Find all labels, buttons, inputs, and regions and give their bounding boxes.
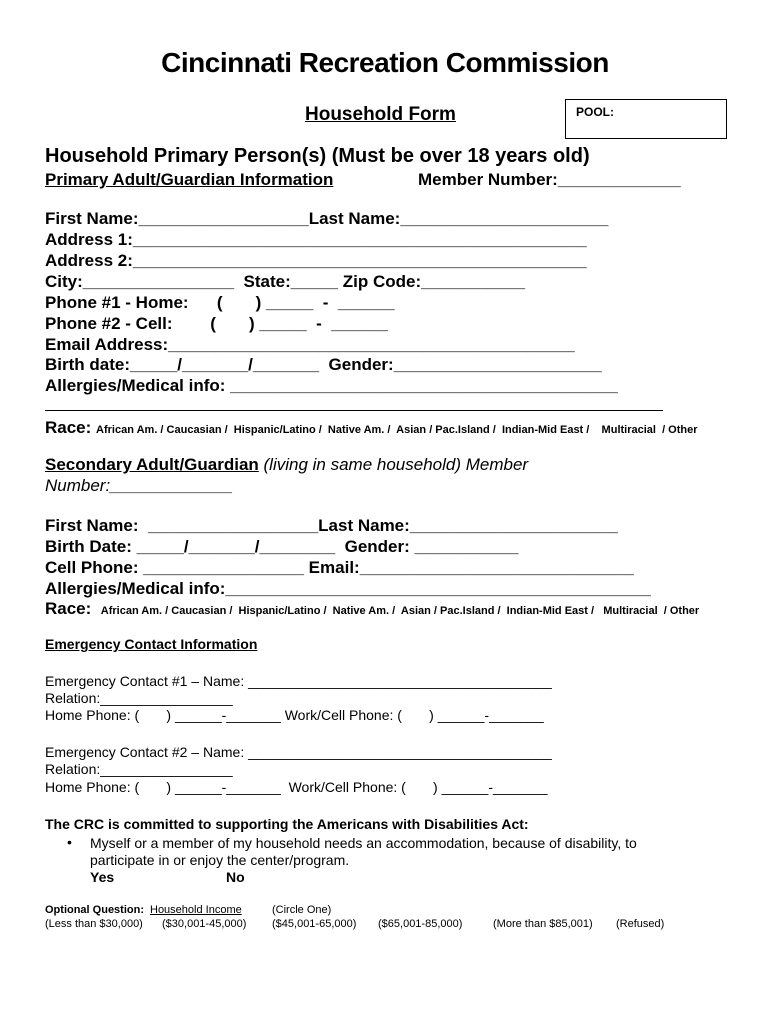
income-circle-note: (Circle One) — [272, 904, 332, 916]
emergency1-name-field[interactable]: Emergency Contact #1 – Name: _______________________________________ — [45, 673, 552, 689]
emergency1-relation-field[interactable]: Relation:_________________ — [45, 690, 233, 706]
ada-bullet-line1: Myself or a member of my household needs an accommodation, because of disability, to — [90, 835, 637, 851]
race-label: Race: — [45, 418, 92, 437]
ada-no-option[interactable]: No — [226, 869, 245, 885]
address1-field[interactable]: Address 1:________________________________________________ — [45, 230, 587, 249]
income-option[interactable]: ($45,001-65,000) — [272, 918, 357, 930]
emergency2-name-field[interactable]: Emergency Contact #2 – Name: _______________________________________ — [45, 744, 552, 760]
secondary-heading-rest: (living in same household) Member — [258, 455, 529, 474]
emergency1-phone-field[interactable]: Home Phone: ( ) ______-_______ Work/Cell Phone: ( ) ______-_______ — [45, 707, 544, 723]
income-question: Household Income — [150, 904, 242, 916]
primary-subheading: Primary Adult/Guardian Information — [45, 170, 334, 189]
secondary-cell-email-field[interactable]: Cell Phone: _________________ Email:_____________________________ — [45, 558, 634, 577]
secondary-allergies-field[interactable]: Allergies/Medical info:_____________________________________________ — [45, 579, 651, 598]
ada-yes-option[interactable]: Yes — [90, 869, 115, 885]
ada-bullet-line2: participate in or enjoy the center/program. — [90, 852, 350, 868]
birth-gender-field[interactable]: Birth date:_____/_______/_______ Gender:______________________ — [45, 355, 602, 374]
phone1-field[interactable]: Phone #1 - Home: ( ) _____ - ______ — [45, 293, 395, 312]
allergies-extra-line[interactable] — [45, 410, 663, 411]
emergency2-phone-field[interactable]: Home Phone: ( ) ______-_______ Work/Cell Phone: ( ) ______-_______ — [45, 779, 548, 795]
income-option[interactable]: (Less than $30,000) — [45, 918, 143, 930]
pool-label: POOL: — [576, 105, 614, 119]
phone2-field[interactable]: Phone #2 - Cell: ( ) _____ - ______ — [45, 314, 388, 333]
form-title: Household Form — [305, 104, 456, 125]
race-label: Race: — [45, 599, 92, 618]
secondary-race-field[interactable] — [45, 599, 699, 619]
race-options: African Am. / Caucasian / Hispanic/Latino / Native Am. / Asian / Pac.Island / Indian-Mid East / Multiracial / Other — [100, 605, 700, 617]
first-last-name-field[interactable]: First Name:__________________Last Name:______________________ — [45, 209, 609, 228]
secondary-birth-gender-field[interactable]: Birth Date: _____/_______/________ Gender: ___________ — [45, 537, 519, 556]
income-option[interactable]: (Refused) — [616, 918, 665, 930]
city-state-zip-field[interactable]: City:________________ State:_____ Zip Code:___________ — [45, 272, 526, 291]
income-option[interactable]: ($65,001-85,000) — [378, 918, 463, 930]
race-options: African Am. / Caucasian / Hispanic/Latino / Native Am. / Asian / Pac.Island / Indian-Mid East / Multiracial / Other — [96, 424, 698, 436]
address2-field[interactable]: Address 2:________________________________________________ — [45, 251, 587, 270]
income-label: Optional Question: — [45, 904, 144, 916]
member-number-field[interactable]: Member Number:_____________ — [418, 170, 681, 189]
income-option[interactable]: ($30,001-45,000) — [162, 918, 247, 930]
primary-race-field[interactable] — [45, 418, 698, 438]
secondary-first-last-name-field[interactable]: First Name: __________________Last Name:______________________ — [45, 516, 618, 535]
ada-heading: The CRC is committed to supporting the Americans with Disabilities Act: — [45, 816, 529, 832]
primary-heading: Household Primary Person(s) (Must be over 18 years old) — [45, 145, 590, 167]
income-option[interactable]: (More than $85,001) — [493, 918, 593, 930]
email-field[interactable]: Email Address:___________________________________________ — [45, 335, 575, 354]
secondary-heading: Secondary Adult/Guardian — [45, 455, 259, 474]
logo: Cincinnati Recreation Commission — [161, 47, 609, 78]
emergency-heading: Emergency Contact Information — [45, 636, 258, 652]
secondary-heading-line — [45, 455, 528, 475]
secondary-member-number-field[interactable]: Number:_____________ — [45, 476, 234, 495]
emergency2-relation-field[interactable]: Relation:_________________ — [45, 761, 233, 777]
pool-box[interactable] — [565, 99, 727, 139]
bullet-icon: • — [67, 834, 72, 850]
allergies-field[interactable]: Allergies/Medical info: _________________________________________ — [45, 376, 618, 395]
